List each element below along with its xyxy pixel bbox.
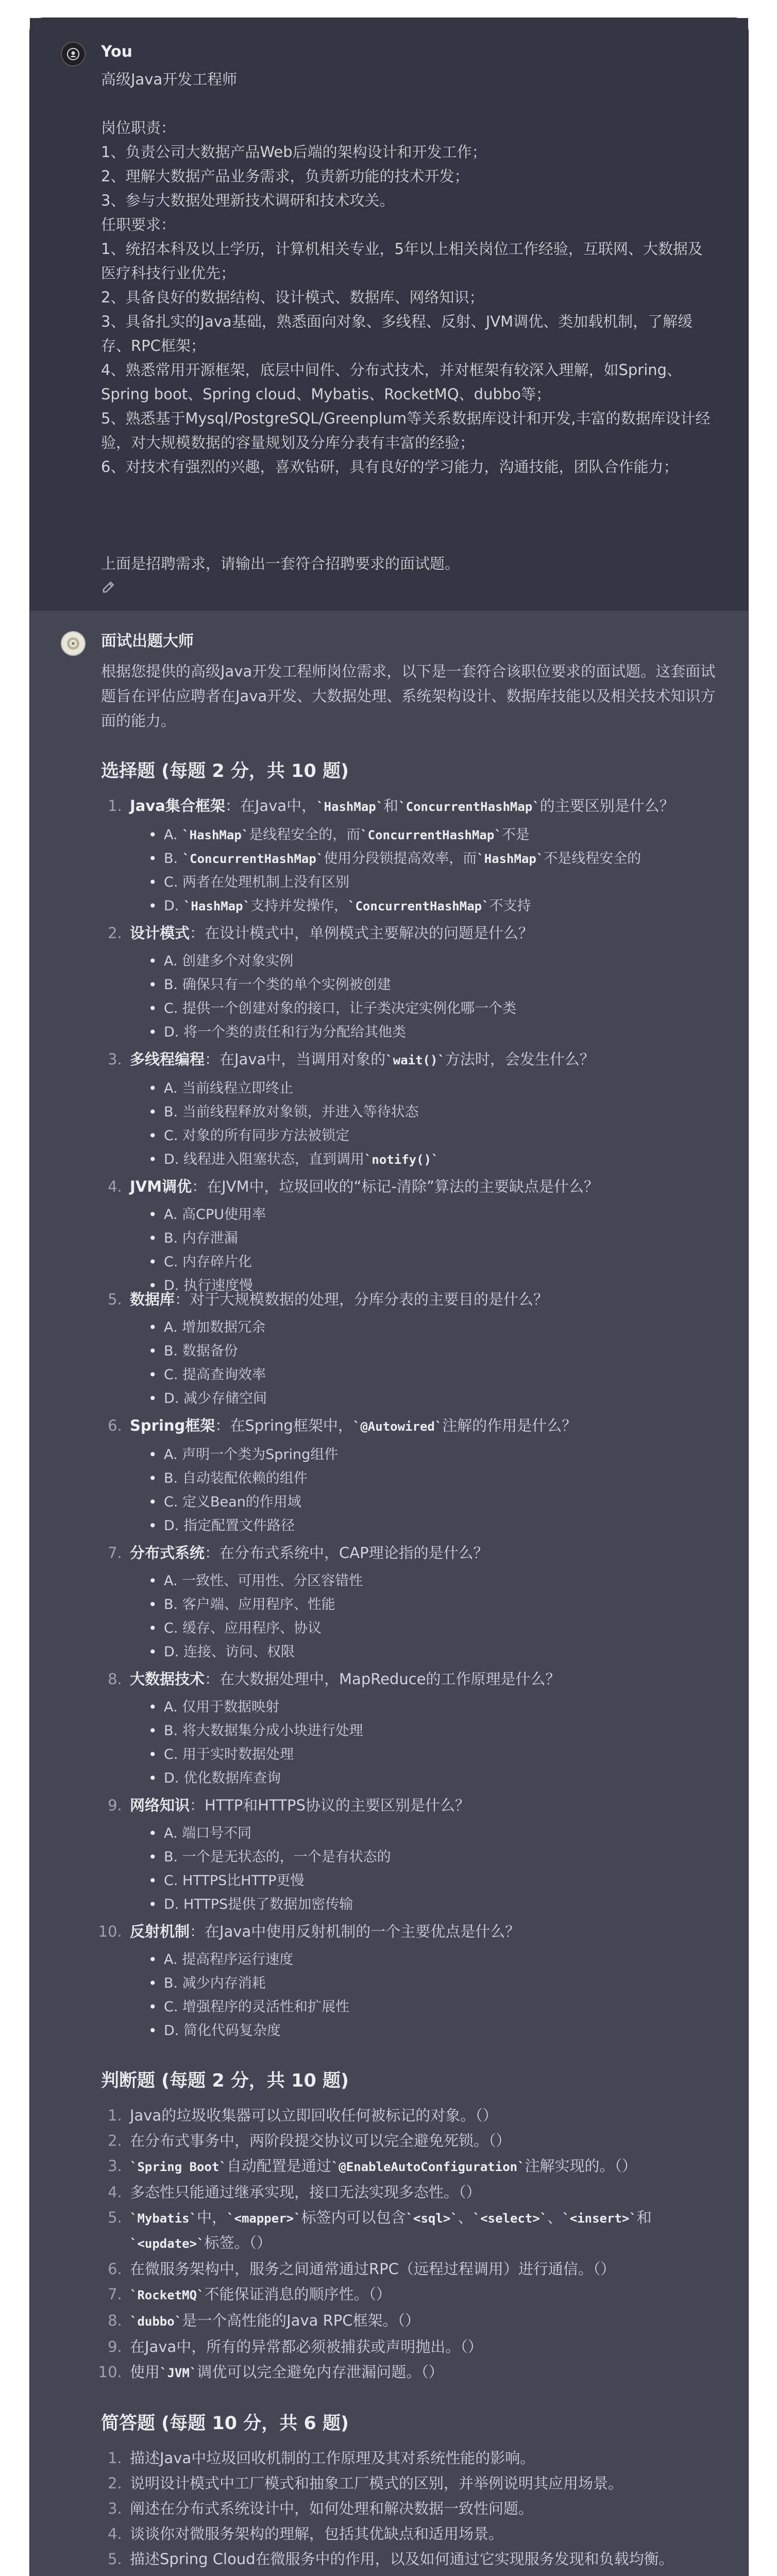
mc-option: [145, 1467, 717, 1490]
text-fragment: D. 指定配置文件路径: [164, 1518, 295, 1534]
mc-option: [145, 1100, 717, 1124]
tf-question: [127, 2154, 717, 2179]
mc-option: [145, 871, 717, 894]
mc-options: [130, 1443, 717, 1538]
mc-option: [145, 1250, 717, 1274]
tf-question-list: [101, 2104, 717, 2385]
mc-option: [145, 1203, 717, 1227]
text-fragment: A. 增加数据冗余: [164, 1319, 266, 1335]
tf-question: [127, 2104, 717, 2128]
mc-option: [145, 997, 717, 1021]
title-colon: ：: [190, 1797, 205, 1814]
mc-option: [145, 1514, 717, 1538]
inline-code: `<insert>`: [562, 2211, 637, 2226]
mc-question-title: 多线程编程: [130, 1050, 205, 1068]
text-fragment: A. 一致性、可用性、分区容错性: [164, 1573, 363, 1589]
text-fragment: C. 定义Bean的作用域: [164, 1494, 301, 1510]
mc-options: [130, 1077, 717, 1172]
text-fragment: 在大数据处理中，MapReduce的工作原理是什么？: [219, 1670, 561, 1688]
mc-option: [145, 1767, 717, 1790]
user-avatar-icon: [61, 42, 86, 66]
mc-option: [145, 1822, 717, 1845]
mc-question-title: Java集合框架: [130, 797, 225, 815]
text-fragment: D. 优化数据库查询: [164, 1770, 281, 1786]
text-fragment: A. 仅用于数据映射: [164, 1699, 280, 1715]
mc-option: [145, 1948, 717, 1972]
mc-question: [127, 1793, 717, 1917]
mc-options: [130, 1203, 717, 1294]
assistant-name: 面试出题大师: [101, 632, 194, 650]
text-fragment: C. 缓存、应用程序、协议: [164, 1620, 322, 1636]
mc-options: [130, 1948, 717, 2043]
mc-options: [130, 1822, 717, 1917]
tf-question: [127, 2282, 717, 2308]
text-fragment: A. 创建多个对象实例: [164, 953, 294, 969]
text-fragment: D. 简化代码复杂度: [164, 2023, 281, 2039]
mc-option: [145, 2019, 717, 2043]
mc-heading: 选择题 (每题 2 分，共 10 题): [101, 761, 349, 782]
title-colon: ：: [175, 1291, 190, 1308]
text-fragment: 调优可以完全避免内存泄漏问题。（）: [197, 2363, 444, 2381]
text-fragment: 在JVM中，垃圾回收的“标记-清除”算法的主要缺点是什么？: [207, 1178, 599, 1195]
sa-question: [127, 2572, 717, 2576]
text-fragment: 在Java中，: [240, 797, 317, 815]
mc-question-title: 分布式系统: [130, 1544, 205, 1562]
title-colon: ：: [205, 1670, 220, 1688]
mc-question: [127, 1047, 717, 1172]
text-fragment: 标签内可以包含: [301, 2209, 406, 2226]
title-colon: ：: [205, 1050, 220, 1068]
mc-question: [127, 1541, 717, 1664]
text-fragment: A. 高CPU使用率: [164, 1207, 266, 1223]
text-fragment: 在分布式事务中，两阶段提交协议可以完全避免死锁。（）: [130, 2132, 511, 2149]
tf-question: [127, 2335, 717, 2359]
text-fragment: 在分布式系统中，CAP理论指的是什么？: [219, 1544, 488, 1562]
sa-question-list: [101, 2446, 717, 2576]
inline-code: `ConcurrentHashMap`: [182, 852, 324, 866]
title-colon: ：: [190, 924, 205, 942]
text-fragment: 在微服务架构中，服务之间通常通过RPC（远程过程调用）进行通信。（）: [130, 2260, 616, 2278]
mc-option: [145, 1869, 717, 1893]
title-colon: ：: [192, 1178, 207, 1195]
mc-option: [145, 1719, 717, 1743]
tf-heading: 判断题 (每题 2 分，共 10 题): [101, 2071, 349, 2091]
text-fragment: C. 对象的所有同步方法被锁定: [164, 1128, 350, 1144]
text-fragment: A. 当前线程立即终止: [164, 1080, 294, 1096]
mc-options: [130, 1569, 717, 1664]
assistant-intro: 根据您提供的高级Java开发工程师岗位需求，以下是一套符合该职位要求的面试题。这套面试题旨在评估应聘者在Java开发、大数据处理、系统架构设计、数据库技能以及相关技术知识方面的能力。: [101, 663, 716, 730]
text-fragment: Java的垃圾收集器可以立即回收任何被标记的对象。（）: [130, 2107, 498, 2124]
text-fragment: B. 将大数据集分成小块进行处理: [164, 1723, 363, 1739]
tf-question: [127, 2257, 717, 2281]
mc-option: [145, 1743, 717, 1767]
mc-option: [145, 1972, 717, 1995]
sa-question: 4. 谈谈你对微服务架构的理解，包括其优缺点和适用场景。: [127, 2522, 717, 2546]
mc-question-title: Spring框架: [130, 1417, 215, 1434]
text-fragment: 支持并发操作，: [250, 898, 348, 914]
mc-option: [145, 1316, 717, 1340]
inline-code: `<update>`: [130, 2236, 205, 2251]
mc-option: [145, 1274, 717, 1294]
text-fragment: 不是线程安全的: [544, 851, 641, 867]
text-fragment: B. 一个是无状态的，一个是有状态的: [164, 1849, 391, 1865]
mc-question: [127, 1175, 717, 1294]
text-fragment: D. 执行速度慢: [164, 1278, 253, 1294]
text-fragment: 注解的作用是什么？: [442, 1417, 577, 1434]
text-fragment: 在Java中，当调用对象的: [219, 1050, 386, 1068]
inline-code: `<sql>`: [406, 2211, 458, 2226]
mc-option: [145, 1490, 717, 1514]
mc-question: [127, 921, 717, 1044]
text-fragment: D. HTTPS提供了数据加密传输: [164, 1896, 353, 1912]
inline-code: `HashMap`: [182, 828, 249, 842]
text-fragment: 自动配置是通过: [226, 2157, 331, 2175]
inline-code: `HashMap`: [316, 800, 384, 814]
tf-question: [127, 2180, 717, 2205]
sa-heading: 简答题 (每题 10 分，共 6 题): [101, 2413, 349, 2434]
text-fragment: C. 两者在处理机制上没有区别: [164, 874, 350, 890]
mc-question: [127, 794, 717, 918]
sa-question: 2. 说明设计模式中工厂模式和抽象工厂模式的区别，并举例说明其应用场景。: [127, 2471, 717, 2496]
mc-option: [145, 1893, 717, 1917]
mc-question: [127, 1287, 717, 1411]
text-fragment: 是线程安全的，而: [249, 827, 361, 843]
text-fragment: C. 提供一个创建对象的接口，让子类决定实例化哪一个类: [164, 1001, 517, 1016]
tf-question: [127, 2129, 717, 2153]
mc-option: [145, 1077, 717, 1100]
text-fragment: D. 连接、访问、权限: [164, 1644, 295, 1660]
text-fragment: 对于大规模数据的处理，分库分表的主要目的是什么？: [190, 1291, 549, 1308]
text-fragment: A. 声明一个类为Spring组件: [164, 1447, 339, 1463]
text-fragment: 使用: [130, 2363, 160, 2381]
mc-option: [145, 950, 717, 973]
sa-question: 1. 描述Java中垃圾回收机制的工作原理及其对系统性能的影响。: [127, 2446, 717, 2470]
mc-option: [145, 847, 717, 871]
text-fragment: 是一个高性能的Java RPC框架。（）: [182, 2312, 420, 2329]
mc-options: [130, 1696, 717, 1790]
text-fragment: 不是: [501, 827, 530, 843]
mc-question: [127, 1920, 717, 2043]
mc-question-title: 反射机制: [130, 1923, 190, 1940]
inline-code: `notify()`: [364, 1153, 439, 1167]
title-colon: ：: [190, 1923, 205, 1940]
text-fragment: 、: [458, 2209, 473, 2226]
title-colon: ：: [225, 797, 240, 815]
mc-question: [127, 1414, 717, 1538]
text-fragment: 中，: [197, 2209, 227, 2226]
inline-code: `HashMap`: [183, 899, 251, 913]
user-name: You: [101, 43, 132, 61]
inline-code: `dubbo`: [130, 2314, 182, 2329]
mc-option: [145, 1995, 717, 2019]
mc-option: [145, 1148, 717, 1172]
text-fragment: C. 提高查询效率: [164, 1367, 266, 1383]
mc-question-title: 大数据技术: [130, 1670, 205, 1688]
mc-question-title: 设计模式: [130, 924, 190, 942]
text-fragment: D. 将一个类的责任和行为分配给其他类: [164, 1024, 406, 1040]
title-colon: ：: [215, 1417, 230, 1434]
tf-question: [127, 2360, 717, 2385]
inline-code: `ConcurrentHashMap`: [348, 899, 489, 913]
text-fragment: 和: [636, 2209, 652, 2226]
text-fragment: D.: [164, 898, 183, 914]
tf-question: [127, 2309, 717, 2334]
tf-question: [127, 2206, 717, 2256]
mc-option: [145, 1443, 717, 1467]
chat-window: [29, 18, 749, 2576]
mc-option: [145, 1340, 717, 1363]
inline-code: `Spring Boot`: [130, 2160, 227, 2174]
sa-question: 3. 阐述在分布式系统设计中，如何处理和解决数据一致性问题。: [127, 2497, 717, 2521]
mc-question: [127, 1667, 717, 1790]
mc-question-list: [101, 794, 717, 2043]
mc-question-title: 网络知识: [130, 1797, 190, 1814]
mc-option: [145, 1569, 717, 1593]
text-fragment: 在Java中，所有的异常都必须被捕获或声明抛出。（）: [130, 2338, 483, 2355]
mc-question-title: 数据库: [130, 1291, 175, 1308]
mc-option: [145, 1227, 717, 1250]
mc-option: [145, 1363, 717, 1387]
text-fragment: B. 减少内存消耗: [164, 1975, 266, 1991]
text-fragment: B. 内存泄漏: [164, 1230, 238, 1246]
text-fragment: B. 数据备份: [164, 1343, 238, 1359]
text-fragment: 和: [383, 797, 399, 815]
inline-code: `wait()`: [385, 1053, 445, 1067]
mc-option: [145, 1021, 717, 1044]
inline-code: `JVM`: [160, 2366, 197, 2380]
text-fragment: B.: [164, 851, 182, 867]
text-fragment: 使用分段锁提高效率，而: [324, 851, 477, 867]
inline-code: `@EnableAutoConfiguration`: [331, 2160, 525, 2174]
text-fragment: HTTP和HTTPS协议的主要区别是什么？: [205, 1797, 470, 1814]
mc-option: [145, 1640, 717, 1664]
text-fragment: B. 当前线程释放对象锁，并进入等待状态: [164, 1104, 419, 1120]
text-fragment: 不支持: [489, 898, 531, 914]
mc-options: [130, 1316, 717, 1411]
text-fragment: A. 端口号不同: [164, 1825, 252, 1841]
user-message-text: 高级Java开发工程师 岗位职责： 1、负责公司大数据产品Web后端的架构设计和开发工作； 2、理解大数据产品业务需求，负责新功能的技术开发； 3、参与大数据处理新技术调研和技术攻关。 任职要求： 1、统招本科及以上学历，计算机相关专业，5年以上相关岗位工作经验，互联网、大数据及医疗科技行业优先； 2、具备良好的数据结构、设计模式、数据库、网络知识； 3、具备扎实的Java基础，熟悉面向对象、多线程、反射、JVM调优、类加载机制，了解缓存、RPC框架； 4、熟悉常用开源框架，底层中间件、分布式技术，并对框架有较深入理解，如Spring、Spring boot、Spring cloud、Mybatis、RocketMQ、dubbo等； 5、熟悉基于Mysql/PostgreSQL/Greenplum等关系数据库设计和开发,丰富的数据库设计经验，对大规模数据的容量规划及分库分表有丰富的经验； 6、对技术有强烈的兴趣，喜欢钻研，具有良好的学习能力，沟通技能，团队合作能力； 上面是招聘需求，请输出一套符合招聘要求的面试题。: [101, 71, 711, 572]
text-fragment: 标签。（）: [204, 2234, 272, 2251]
text-fragment: A.: [164, 827, 182, 843]
text-fragment: B. 客户端、应用程序、性能: [164, 1597, 335, 1613]
sa-question: 5. 描述Spring Cloud在微服务中的作用，以及如何通过它实现服务发现和负载均衡。: [127, 2547, 717, 2571]
inline-code: `<mapper>`: [227, 2211, 301, 2226]
text-fragment: 在设计模式中，单例模式主要解决的问题是什么？: [205, 924, 534, 942]
text-fragment: A. 提高程序运行速度: [164, 1952, 294, 1968]
mc-question-title: JVM调优: [130, 1178, 192, 1195]
text-fragment: C. 内存碎片化: [164, 1254, 252, 1270]
inline-code: `Mybatis`: [130, 2211, 197, 2226]
text-fragment: 注解实现的。（）: [525, 2157, 637, 2175]
text-fragment: C. HTTPS比HTTP更慢: [164, 1873, 305, 1889]
edit-icon[interactable]: [101, 579, 116, 595]
inline-code: `ConcurrentHashMap`: [398, 800, 540, 814]
text-fragment: 在Java中使用反射机制的一个主要优点是什么？: [205, 1923, 520, 1940]
text-fragment: 在Spring框架中，: [230, 1417, 353, 1434]
inline-code: `HashMap`: [477, 852, 544, 866]
text-fragment: 多态性只能通过继承实现，接口无法实现多态性。（）: [130, 2183, 481, 2201]
text-fragment: B. 确保只有一个类的单个实例被创建: [164, 977, 391, 993]
title-colon: ：: [205, 1544, 220, 1562]
mc-option: [145, 894, 717, 918]
text-fragment: 方法时，会发生什么？: [445, 1050, 595, 1068]
mc-option: [145, 823, 717, 847]
assistant-message: [30, 610, 748, 2576]
user-message: [30, 18, 748, 610]
inline-code: `RocketMQ`: [130, 2288, 205, 2302]
text-fragment: 、: [547, 2209, 563, 2226]
text-fragment: 的主要区别是什么？: [539, 797, 674, 815]
gpt-avatar-icon: [61, 631, 86, 656]
mc-option: [145, 1617, 717, 1640]
text-fragment: 不能保证消息的顺序性。（）: [204, 2285, 392, 2303]
text-fragment: D. 线程进入阻塞状态，直到调用: [164, 1151, 364, 1167]
mc-options: [130, 823, 717, 918]
mc-options: [130, 950, 717, 1044]
text-fragment: C. 用于实时数据处理: [164, 1747, 294, 1762]
mc-option: [145, 973, 717, 997]
text-fragment: C. 增强程序的灵活性和扩展性: [164, 1999, 350, 2015]
mc-option: [145, 1593, 717, 1617]
inline-code: `ConcurrentHashMap`: [360, 828, 502, 842]
mc-option: [145, 1387, 717, 1411]
mc-option: [145, 1845, 717, 1869]
mc-option: [145, 1124, 717, 1148]
mc-option: [145, 1696, 717, 1719]
text-fragment: B. 自动装配依赖的组件: [164, 1470, 308, 1486]
text-fragment: D. 减少存储空间: [164, 1391, 267, 1406]
inline-code: `<select>`: [472, 2211, 548, 2226]
inline-code: `@Autowired`: [352, 1419, 443, 1434]
